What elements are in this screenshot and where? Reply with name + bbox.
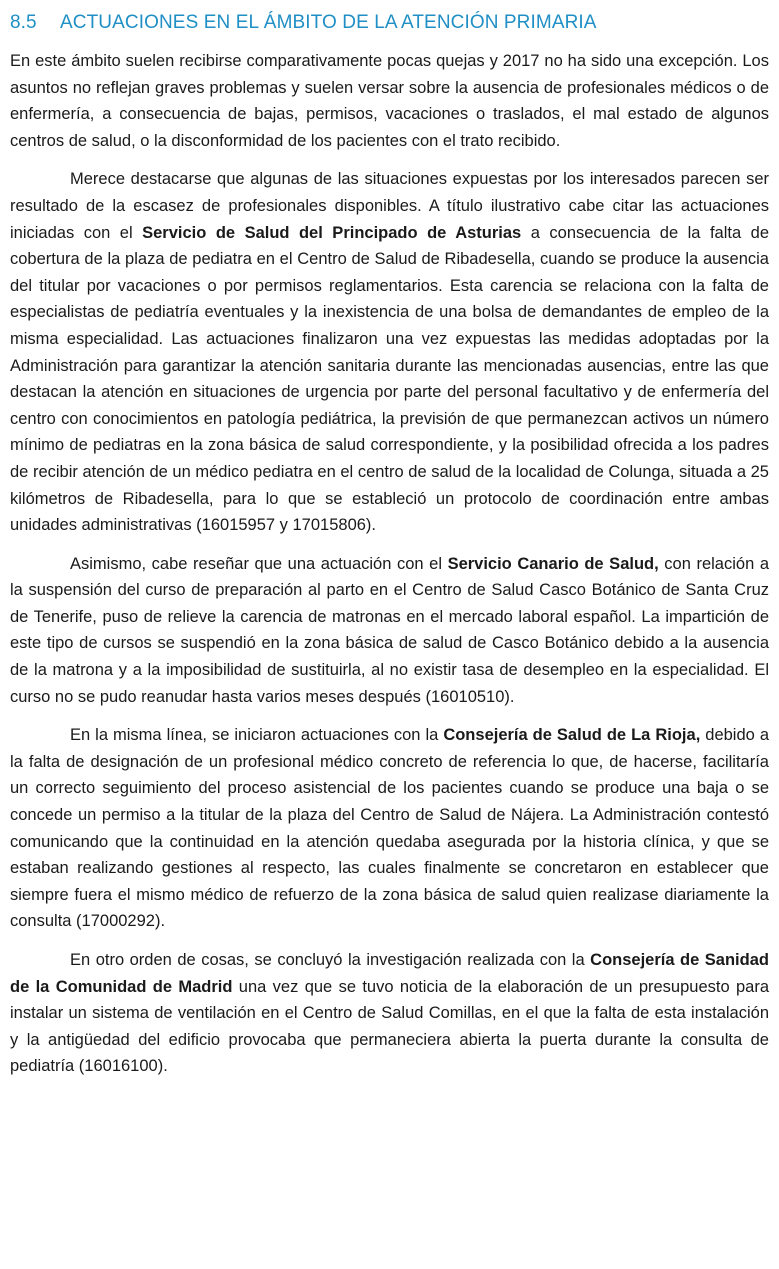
paragraph-text: En otro orden de cosas, se concluyó la investigación realizada con la <box>70 951 591 969</box>
paragraph <box>10 947 769 1080</box>
paragraph-text: debido a la falta de designación de un profesional médico concreto de referencia lo que, de hacerse, facilitaría un correcto seguimiento del proceso asistencial de los pacientes cuando se produce una baja o se concede un permiso a la titular de la plaza del Centro de Salud de Nájera. La Administración contestó comunicando que la continuidad en la atención quedaba asegurada por la historia clínica, y que se estaban realizando gestiones al respecto, las cuales finalmente se concretaron en establecer que siempre fuera el mismo médico de refuerzo de la zona básica de salud quien realizase diariamente la consulta (17000292). <box>10 726 769 931</box>
paragraph <box>10 551 769 711</box>
paragraph-text: una vez que se tuvo noticia de la elaboración de un presupuesto para instalar un sistema de ventilación en el Centro de Salud Comillas, en el que la falta de esta instalación y la antigüedad del edificio provocaba que permaneciera abierta la puerta durante la consulta de pediatría (16016100). <box>10 977 769 1076</box>
bold-entity-name: Servicio de Salud del Principado de Asturias <box>142 223 522 242</box>
body-text <box>10 48 769 1080</box>
paragraph <box>10 48 769 154</box>
paragraph-text: En la misma línea, se iniciaron actuaciones con la <box>70 726 444 745</box>
paragraph-text: Asimismo, cabe reseñar que una actuación con el <box>70 554 448 573</box>
paragraph-text: a consecuencia de la falta de cobertura de la plaza de pediatra en el Centro de Salud de Ribadesella, cuando se produce la ausencia del titular por vacaciones o por permisos reglamentarios. Esta carencia se relaciona con la falta de especialistas de pediatría eventuales y la inexistencia de una bolsa de demandantes de empleo de la misma especialidad. Las actuaciones finalizaron una vez expuestas las medidas adoptadas por la Administración para garantizar la atención sanitaria durante las mencionadas ausencias, entre las que destacan la atención en situaciones de urgencia por parte del personal facultativo y de enfermería del centro con conocimientos en patología pediátrica, la previsión de que permanezcan activos un número mínimo de pediatras en la zona básica de salud correspondiente, y la posibilidad ofrecida a los padres de recibir atención de un médico pediatra en el centro de salud de la localidad de Colunga, situada a 25 kilómetros de Ribadesella, para lo que se estableció un protocolo de coordinación entre ambas unidades administrativas (16015957 y 17015806). <box>10 223 769 535</box>
document-page <box>10 10 769 1092</box>
bold-entity-name: Consejería de Salud de La Rioja, <box>443 726 701 745</box>
paragraph <box>10 166 769 538</box>
bold-entity-name: Servicio Canario de Salud, <box>447 554 659 573</box>
section-heading <box>10 10 769 36</box>
bold-entity-name: Consejería de Sanidad de la Comunidad de Madrid <box>10 951 769 996</box>
paragraph-text: En este ámbito suelen recibirse comparativamente pocas quejas y 2017 no ha sido una excepción. Los asuntos no reflejan graves problemas y suelen versar sobre la ausencia de profesionales médicos o de enfermería, a consecuencia de bajas, permisos, vacaciones o traslados, el mal estado de algunos centros de salud, o la disconformidad de los pacientes con el trato recibido. <box>10 52 769 150</box>
paragraph-text: Merece destacarse que algunas de las situaciones expuestas por los interesados parecen ser resultado de la escasez de profesionales disponibles. A título ilustrativo cabe citar las actuaciones iniciadas con el <box>10 170 769 242</box>
paragraph <box>10 722 769 935</box>
section-title: ACTUACIONES EN EL ÁMBITO DE LA ATENCIÓN PRIMARIA <box>60 12 597 33</box>
section-number: 8.5 <box>10 12 37 33</box>
paragraph-text: con relación a la suspensión del curso de preparación al parto en el Centro de Salud Casco Botánico de Santa Cruz de Tenerife, puso de relieve la carencia de matronas en el mercado laboral español. La impartición de este tipo de cursos se suspendió en la zona básica de salud de Casco Botánico debido a la ausencia de la matrona y a la imposibilidad de sustituirla, al no existir tasa de desempleo en la especialidad. El curso no se pudo reanudar hasta varios meses después (16010510). <box>10 554 769 706</box>
